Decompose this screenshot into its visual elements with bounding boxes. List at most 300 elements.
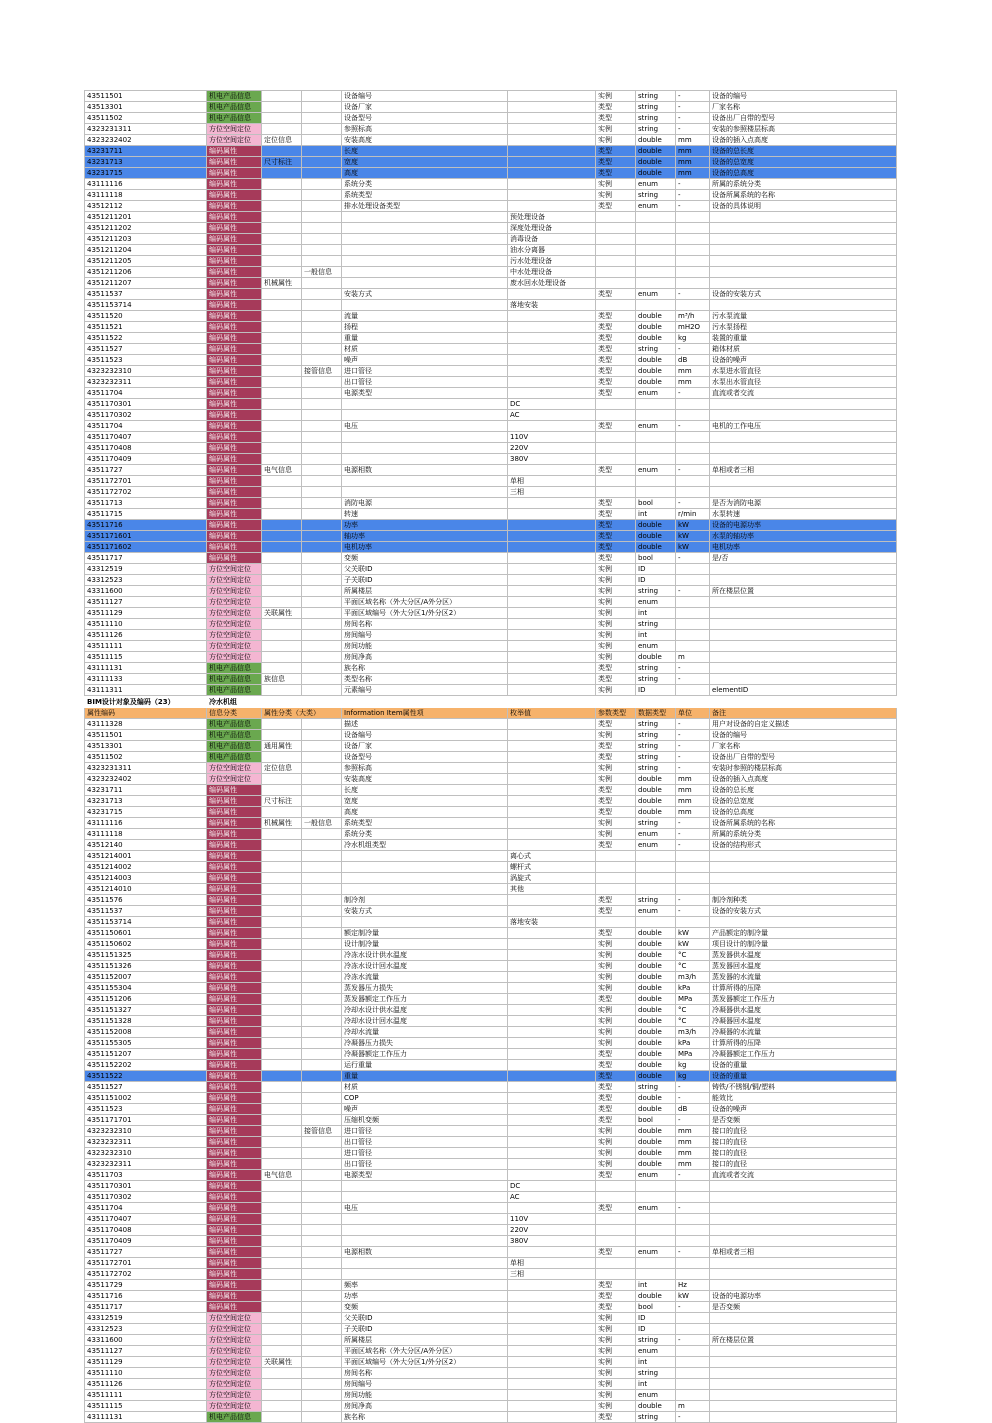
enum-value — [508, 91, 596, 102]
attr-code: 4323232402 — [85, 774, 207, 785]
table-row — [85, 531, 897, 542]
note: 设备的总宽度 — [710, 796, 897, 807]
table-row — [85, 1049, 897, 1060]
param-type: 实例 — [596, 730, 636, 741]
group-major — [262, 961, 302, 972]
param-type — [596, 1236, 636, 1247]
param-type: 实例 — [596, 685, 636, 696]
info-item: 电源类型 — [342, 1170, 508, 1181]
unit: r/min — [676, 509, 710, 520]
group-major — [262, 730, 302, 741]
table-row — [85, 983, 897, 994]
param-type — [596, 1269, 636, 1280]
enum-value — [508, 542, 596, 553]
info-item: 平面区域名称（外大分区/A外分区） — [342, 597, 508, 608]
data-type — [636, 1225, 676, 1236]
info-item: 房间净高 — [342, 1401, 508, 1412]
enum-value: 其他 — [508, 884, 596, 895]
unit: mm — [676, 796, 710, 807]
info-category: 编码属性 — [207, 267, 262, 278]
enum-value — [508, 509, 596, 520]
data-type: enum — [636, 829, 676, 840]
table-row — [85, 157, 897, 168]
group-minor — [302, 113, 342, 124]
info-category: 编码属性 — [207, 245, 262, 256]
group-minor — [302, 641, 342, 652]
data-type: double — [636, 950, 676, 961]
info-category: 编码属性 — [207, 1137, 262, 1148]
enum-value — [508, 818, 596, 829]
attr-code: 4351172701 — [85, 1258, 207, 1269]
table-row — [85, 113, 897, 124]
info-item — [342, 1214, 508, 1225]
info-item: 排水处理设备类型 — [342, 201, 508, 212]
data-type: int — [636, 1280, 676, 1291]
param-type: 实例 — [596, 652, 636, 663]
param-type — [596, 267, 636, 278]
enum-value: 螺杆式 — [508, 862, 596, 873]
group-minor — [302, 862, 342, 873]
enum-value — [508, 1357, 596, 1368]
info-item: 电压 — [342, 1203, 508, 1214]
unit: m³/h — [676, 311, 710, 322]
param-type: 类型 — [596, 1093, 636, 1104]
group-minor — [302, 399, 342, 410]
group-major — [262, 1016, 302, 1027]
group-minor — [302, 1192, 342, 1203]
info-item: 设备型号 — [342, 752, 508, 763]
data-type: enum — [636, 641, 676, 652]
enum-value: 涡旋式 — [508, 873, 596, 884]
unit — [676, 476, 710, 487]
attr-code: 4351150602 — [85, 939, 207, 950]
data-type — [636, 399, 676, 410]
attr-code: 43312523 — [85, 1324, 207, 1335]
param-type — [596, 234, 636, 245]
note — [710, 862, 897, 873]
attr-code: 43231713 — [85, 796, 207, 807]
note — [710, 1258, 897, 1269]
group-minor — [302, 763, 342, 774]
enum-value — [508, 608, 596, 619]
info-item: 族名称 — [342, 1412, 508, 1423]
group-minor — [302, 1203, 342, 1214]
info-item: 重量 — [342, 1071, 508, 1082]
enum-value — [508, 1093, 596, 1104]
note — [710, 1401, 897, 1412]
info-category: 编码属性 — [207, 520, 262, 531]
info-item: 进口管径 — [342, 366, 508, 377]
param-type: 类型 — [596, 1115, 636, 1126]
enum-value — [508, 1005, 596, 1016]
param-type: 实例 — [596, 619, 636, 630]
note — [710, 1368, 897, 1379]
data-type — [636, 223, 676, 234]
unit: - — [676, 730, 710, 741]
attr-code: 43511716 — [85, 1291, 207, 1302]
note: 接口的直径 — [710, 1126, 897, 1137]
attr-code: 4351151002 — [85, 1093, 207, 1104]
group-major — [262, 168, 302, 179]
data-type: int — [636, 630, 676, 641]
info-category: 编码属性 — [207, 1170, 262, 1181]
attr-code: 43511502 — [85, 113, 207, 124]
group-major: 关联属性 — [262, 608, 302, 619]
enum-value — [508, 388, 596, 399]
info-category: 编码属性 — [207, 201, 262, 212]
info-category: 方位空间定位 — [207, 641, 262, 652]
info-category: 编码属性 — [207, 553, 262, 564]
attr-code: 43231713 — [85, 157, 207, 168]
data-type — [636, 278, 676, 289]
group-minor — [302, 1379, 342, 1390]
enum-value — [508, 1016, 596, 1027]
group-major — [262, 663, 302, 674]
unit: mH2O — [676, 322, 710, 333]
info-category: 编码属性 — [207, 465, 262, 476]
note — [710, 245, 897, 256]
attr-code: 4323232311 — [85, 377, 207, 388]
group-major — [262, 906, 302, 917]
attr-code: 43511522 — [85, 333, 207, 344]
group-major — [262, 630, 302, 641]
unit — [676, 267, 710, 278]
table-row — [85, 1324, 897, 1335]
attr-code: 4351155304 — [85, 983, 207, 994]
unit — [676, 278, 710, 289]
enum-value — [508, 575, 596, 586]
info-item: 冷冻水设计回水温度 — [342, 961, 508, 972]
group-major — [262, 1071, 302, 1082]
param-type — [596, 399, 636, 410]
note: 设备的安装方式 — [710, 906, 897, 917]
param-type: 实例 — [596, 1148, 636, 1159]
info-item: 转速 — [342, 509, 508, 520]
data-type: int — [636, 1357, 676, 1368]
data-type: double — [636, 1016, 676, 1027]
table-row — [85, 454, 897, 465]
group-major — [262, 829, 302, 840]
note: 直流或者交流 — [710, 1170, 897, 1181]
info-category: 方位空间定位 — [207, 1335, 262, 1346]
param-type: 类型 — [596, 785, 636, 796]
info-item: 电源相数 — [342, 465, 508, 476]
info-category: 编码属性 — [207, 388, 262, 399]
info-category: 机电产品信息 — [207, 663, 262, 674]
data-type: enum — [636, 421, 676, 432]
enum-value — [508, 1159, 596, 1170]
group-major — [262, 300, 302, 311]
info-item: 流量 — [342, 311, 508, 322]
data-type: double — [636, 168, 676, 179]
attr-code: 4351151327 — [85, 1005, 207, 1016]
group-minor — [302, 1412, 342, 1423]
info-category: 方位空间定位 — [207, 1346, 262, 1357]
info-item: 房间编号 — [342, 630, 508, 641]
attr-code: 4351211205 — [85, 256, 207, 267]
info-item: 系统类型 — [342, 818, 508, 829]
group-major — [262, 719, 302, 730]
param-type: 类型 — [596, 355, 636, 366]
attr-code: 43111116 — [85, 179, 207, 190]
table-row — [85, 1038, 897, 1049]
unit: - — [676, 663, 710, 674]
enum-value — [508, 652, 596, 663]
info-category: 编码属性 — [207, 785, 262, 796]
info-item: 类型名称 — [342, 674, 508, 685]
info-category: 编码属性 — [207, 1093, 262, 1104]
unit: kg — [676, 1060, 710, 1071]
group-minor — [302, 1170, 342, 1181]
attr-code: 4323232311 — [85, 1159, 207, 1170]
table-row — [85, 201, 897, 212]
unit — [676, 1390, 710, 1401]
group-major — [262, 410, 302, 421]
group-minor: 接管信息 — [302, 1126, 342, 1137]
data-type: double — [636, 366, 676, 377]
group-major — [262, 432, 302, 443]
attr-code: 4351170302 — [85, 410, 207, 421]
group-major — [262, 267, 302, 278]
data-type — [636, 1214, 676, 1225]
group-major — [262, 223, 302, 234]
info-item — [342, 399, 508, 410]
info-item: 高度 — [342, 168, 508, 179]
data-type: double — [636, 1401, 676, 1412]
info-category: 编码属性 — [207, 278, 262, 289]
note: 设备的总长度 — [710, 146, 897, 157]
unit: - — [676, 1115, 710, 1126]
group-major — [262, 1214, 302, 1225]
param-type: 类型 — [596, 994, 636, 1005]
enum-value: 380V — [508, 454, 596, 465]
data-type: double — [636, 796, 676, 807]
param-type: 类型 — [596, 895, 636, 906]
enum-value — [508, 906, 596, 917]
enum-value — [508, 1247, 596, 1258]
group-minor — [302, 1148, 342, 1159]
header-cell: 属性编码 — [85, 708, 207, 719]
attr-code: 4351170407 — [85, 432, 207, 443]
note: 电机的工作电压 — [710, 421, 897, 432]
enum-value — [508, 355, 596, 366]
data-type: double — [636, 774, 676, 785]
info-category: 编码属性 — [207, 344, 262, 355]
param-type — [596, 256, 636, 267]
group-major — [262, 917, 302, 928]
unit: m — [676, 652, 710, 663]
data-type — [636, 1181, 676, 1192]
group-minor — [302, 807, 342, 818]
group-minor — [302, 1302, 342, 1313]
group-minor — [302, 322, 342, 333]
info-item: 设计制冷量 — [342, 939, 508, 950]
note: 冷凝器回水温度 — [710, 1016, 897, 1027]
group-minor — [302, 994, 342, 1005]
enum-value — [508, 961, 596, 972]
group-minor — [302, 1324, 342, 1335]
attr-code: 4351211203 — [85, 234, 207, 245]
group-minor — [302, 498, 342, 509]
enum-value — [508, 366, 596, 377]
info-category: 编码属性 — [207, 1203, 262, 1214]
group-major: 关联属性 — [262, 1357, 302, 1368]
group-major — [262, 212, 302, 223]
param-type: 类型 — [596, 1412, 636, 1423]
group-minor: 一般信息 — [302, 267, 342, 278]
attr-code: 43511521 — [85, 322, 207, 333]
info-category: 编码属性 — [207, 223, 262, 234]
param-type — [596, 1181, 636, 1192]
unit: - — [676, 124, 710, 135]
info-category: 编码属性 — [207, 355, 262, 366]
info-category: 方位空间定位 — [207, 1401, 262, 1412]
param-type — [596, 873, 636, 884]
attr-code: 43511727 — [85, 465, 207, 476]
info-item: 电源类型 — [342, 388, 508, 399]
unit: mm — [676, 157, 710, 168]
enum-value: 三相 — [508, 1269, 596, 1280]
table-row — [85, 245, 897, 256]
info-item: 额定制冷量 — [342, 928, 508, 939]
unit — [676, 1181, 710, 1192]
group-minor — [302, 1016, 342, 1027]
attr-code: 4351170409 — [85, 454, 207, 465]
attr-code: 4323232402 — [85, 135, 207, 146]
table-row — [85, 851, 897, 862]
info-item — [342, 476, 508, 487]
attr-code: 43513301 — [85, 741, 207, 752]
param-type: 类型 — [596, 719, 636, 730]
group-major — [262, 807, 302, 818]
group-major — [262, 399, 302, 410]
unit: MPa — [676, 1049, 710, 1060]
unit: °C — [676, 961, 710, 972]
param-type: 实例 — [596, 972, 636, 983]
unit: - — [676, 1082, 710, 1093]
unit: - — [676, 840, 710, 851]
note — [710, 597, 897, 608]
info-category: 编码属性 — [207, 322, 262, 333]
info-item: 冷凝器额定工作压力 — [342, 1049, 508, 1060]
note: 安装时参照的楼层标高 — [710, 763, 897, 774]
param-type: 实例 — [596, 983, 636, 994]
table-row — [85, 223, 897, 234]
enum-value — [508, 1379, 596, 1390]
table-row — [85, 1412, 897, 1423]
info-item — [342, 432, 508, 443]
note — [710, 564, 897, 575]
param-type — [596, 1214, 636, 1225]
unit: - — [676, 1170, 710, 1181]
group-minor — [302, 586, 342, 597]
info-category: 编码属性 — [207, 851, 262, 862]
param-type: 实例 — [596, 586, 636, 597]
unit — [676, 399, 710, 410]
group-major — [262, 509, 302, 520]
attr-code: 4351211207 — [85, 278, 207, 289]
param-type: 实例 — [596, 1324, 636, 1335]
param-type: 实例 — [596, 1368, 636, 1379]
info-item: 重量 — [342, 333, 508, 344]
enum-value — [508, 774, 596, 785]
attr-code: 4351170301 — [85, 1181, 207, 1192]
group-major: 定位信息 — [262, 135, 302, 146]
group-minor — [302, 1115, 342, 1126]
table-row — [85, 278, 897, 289]
enum-value — [508, 685, 596, 696]
data-type: double — [636, 928, 676, 939]
note: 安装的参照楼层标高 — [710, 124, 897, 135]
info-item: 高度 — [342, 807, 508, 818]
info-item: 长度 — [342, 146, 508, 157]
info-item — [342, 223, 508, 234]
note: 项目设计的制冷量 — [710, 939, 897, 950]
data-type: int — [636, 1379, 676, 1390]
table-row — [85, 1148, 897, 1159]
table-row — [85, 1225, 897, 1236]
attr-code: 43511111 — [85, 641, 207, 652]
enum-value — [508, 763, 596, 774]
group-minor — [302, 1104, 342, 1115]
info-item: 元素编号 — [342, 685, 508, 696]
unit: - — [676, 190, 710, 201]
param-type: 类型 — [596, 344, 636, 355]
param-type: 类型 — [596, 752, 636, 763]
data-type: string — [636, 741, 676, 752]
attr-code: 4351155305 — [85, 1038, 207, 1049]
group-major — [262, 1115, 302, 1126]
table-row — [85, 630, 897, 641]
info-category: 编码属性 — [207, 410, 262, 421]
enum-value: 380V — [508, 1236, 596, 1247]
enum-value — [508, 1346, 596, 1357]
group-major — [262, 498, 302, 509]
unit: - — [676, 741, 710, 752]
table-row — [85, 840, 897, 851]
data-type — [636, 454, 676, 465]
info-category: 方位空间定位 — [207, 1313, 262, 1324]
group-minor — [302, 674, 342, 685]
info-item: COP — [342, 1093, 508, 1104]
attr-code: 43111118 — [85, 829, 207, 840]
note — [710, 630, 897, 641]
group-major — [262, 1038, 302, 1049]
attr-code: 43511717 — [85, 1302, 207, 1313]
info-item: 宽度 — [342, 157, 508, 168]
group-minor — [302, 663, 342, 674]
info-category: 机电产品信息 — [207, 102, 262, 113]
table-row — [85, 719, 897, 730]
table-row — [85, 1027, 897, 1038]
group-minor: 一般信息 — [302, 818, 342, 829]
attr-code: 43111118 — [85, 190, 207, 201]
info-item: 压缩机变频 — [342, 1115, 508, 1126]
attr-code: 4351152202 — [85, 1060, 207, 1071]
table-row — [85, 1203, 897, 1214]
group-minor — [302, 454, 342, 465]
group-minor — [302, 1005, 342, 1016]
table-row — [85, 807, 897, 818]
group-minor — [302, 1060, 342, 1071]
table-row — [85, 1126, 897, 1137]
data-type: enum — [636, 1247, 676, 1258]
data-type: bool — [636, 1115, 676, 1126]
info-item: 消防电源 — [342, 498, 508, 509]
info-category: 编码属性 — [207, 1225, 262, 1236]
header-cell: 参数类型 — [596, 708, 636, 719]
info-category: 编码属性 — [207, 1038, 262, 1049]
